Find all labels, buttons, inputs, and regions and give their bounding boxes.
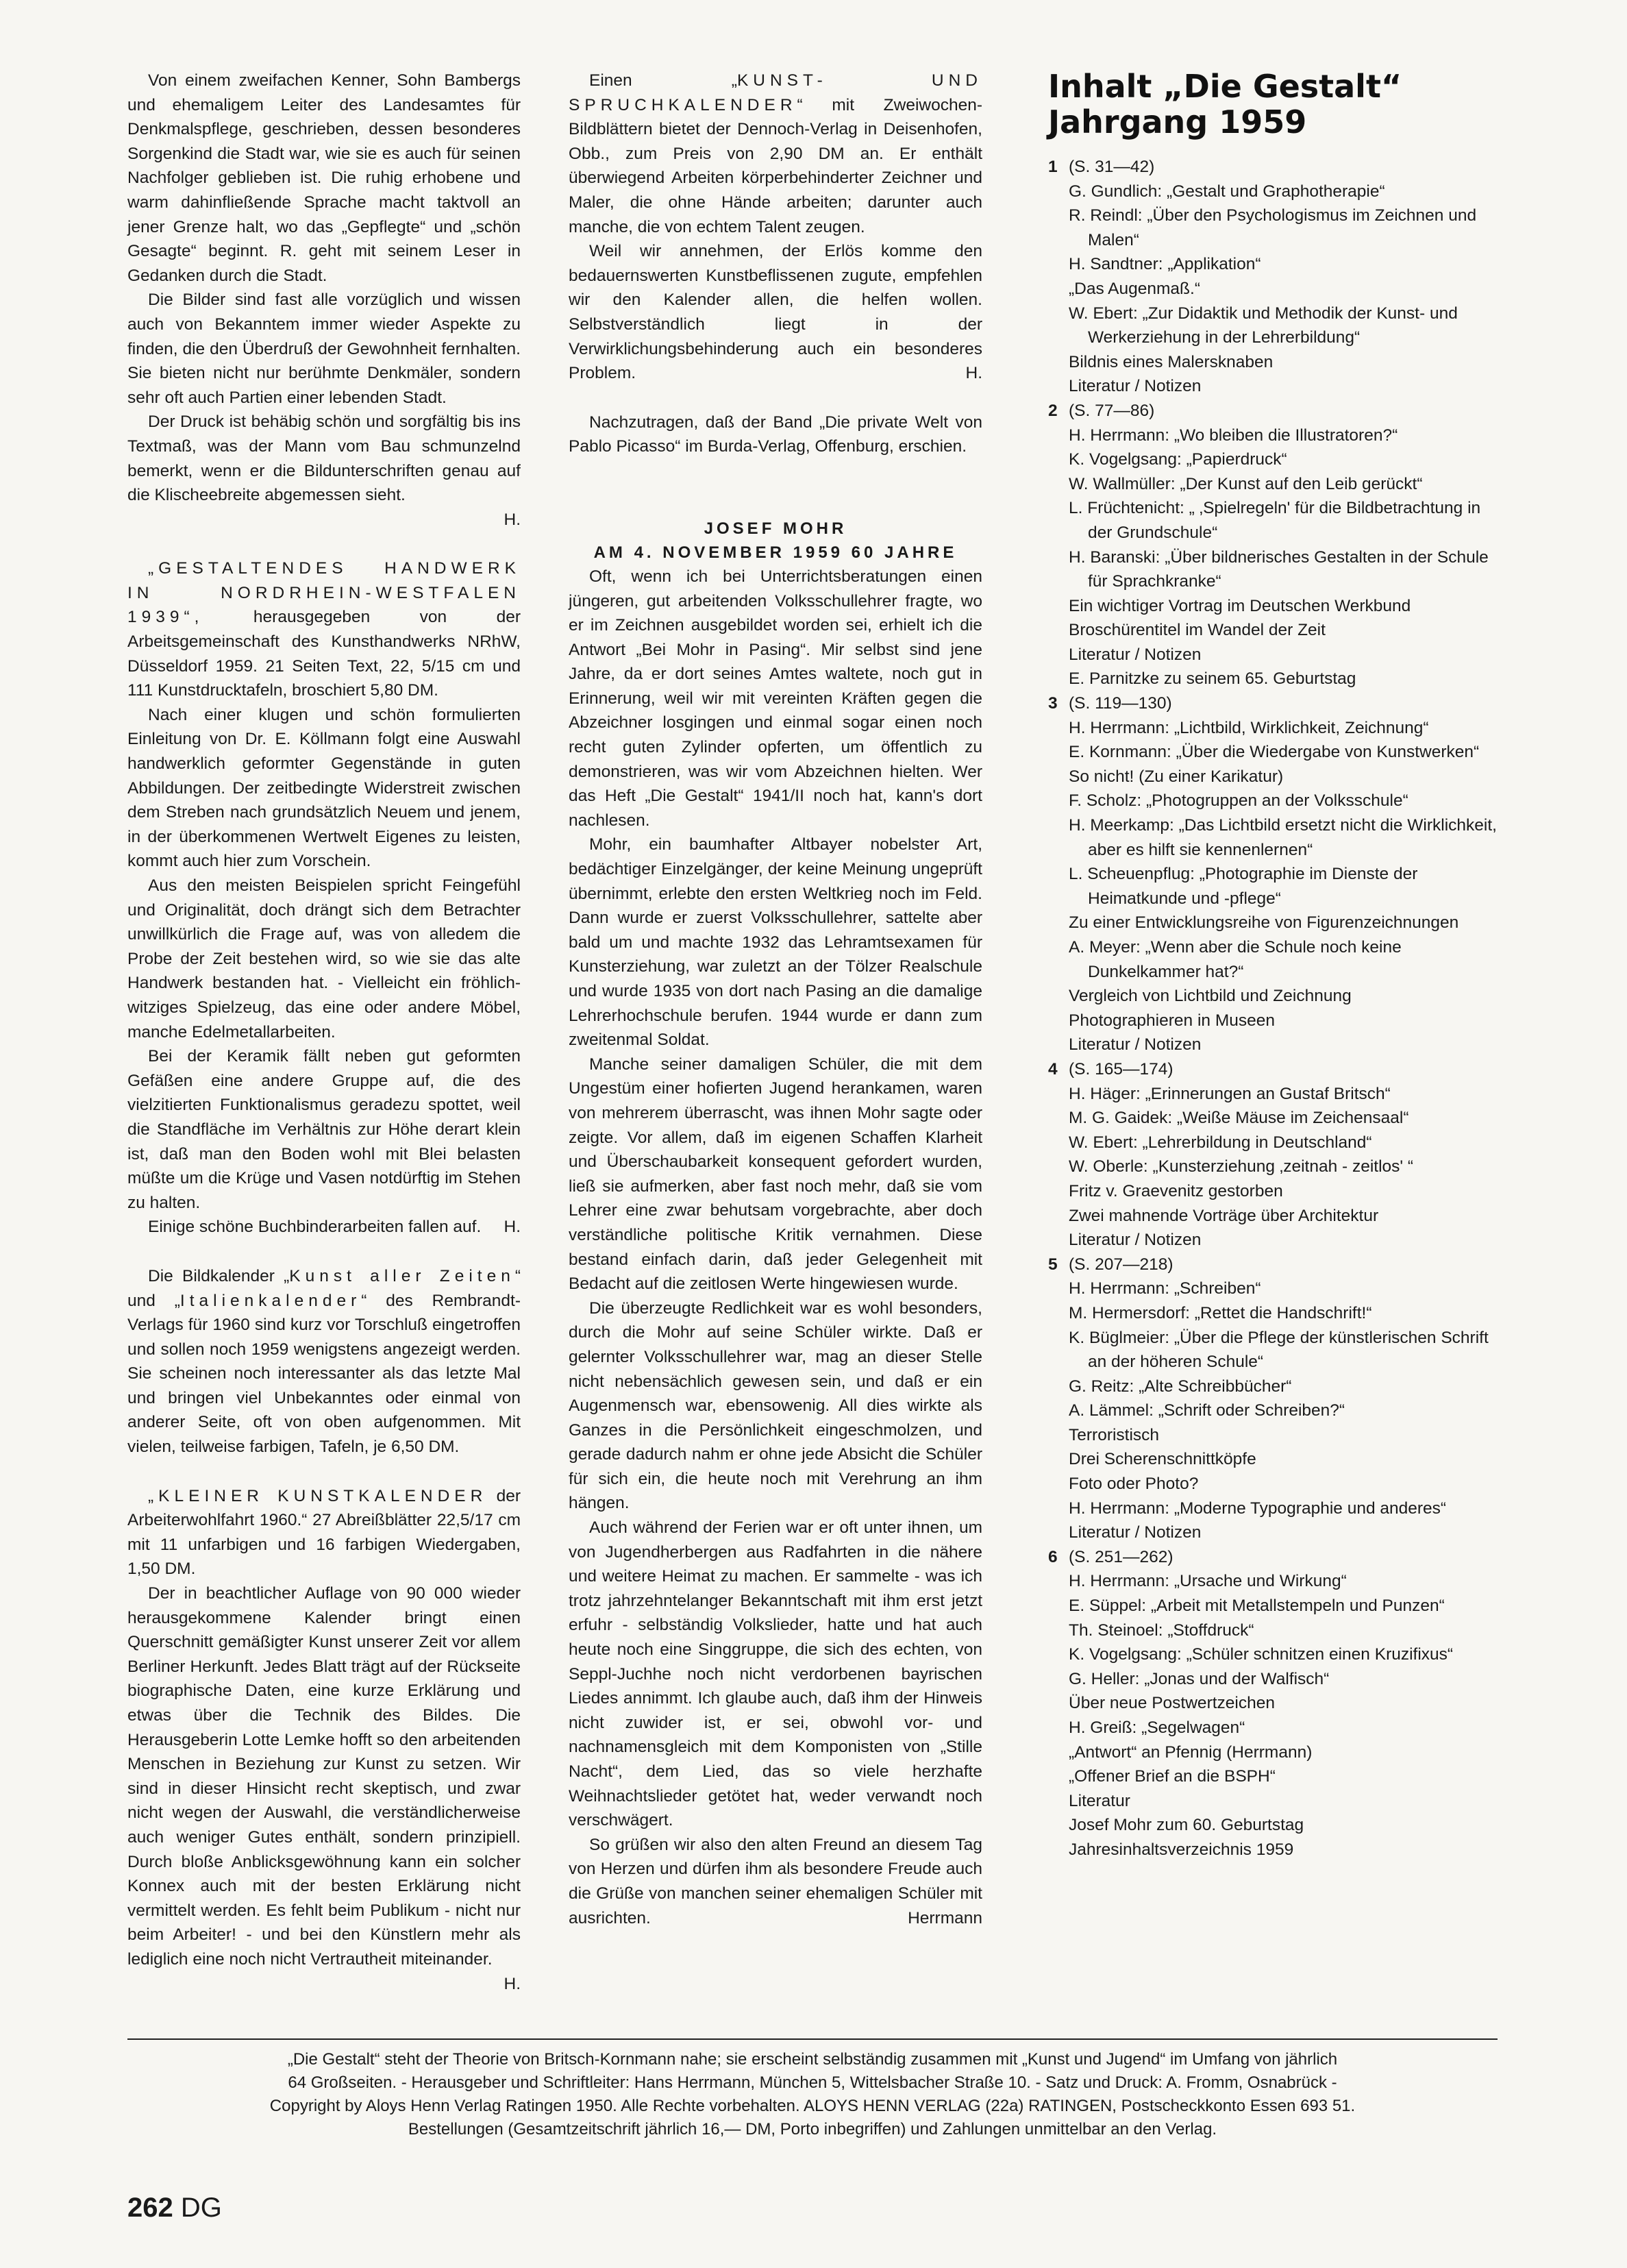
- signature-h: H.: [504, 1974, 521, 1993]
- toc-entry: H. Herrmann: „Moderne Typographie und anderes“: [1069, 1499, 1447, 1518]
- toc-entry: Literatur / Notizen: [1069, 1035, 1202, 1055]
- imprint-line: „Die Gestalt“ steht der Theorie von Britsch-Kornmann nahe; sie erscheint selbständig zusammen mit „Kunst und Jugend“ im Umfang von jährlich: [287, 2050, 1338, 2069]
- review-handwerk-paragraph-2: Nach einer klugen und schön formulierten Einleitung von Dr. E. Köllmann folgt eine Auswahl handwerklich geformter Gegenstände in guten Abbildungen. Der zeitbedingte Widerstreit zwischen dem Streben nach grundsätzlich Neuem und jenem, in der überkommenen Wertwelt Eigenes zu leisten, kommt auch hier zum Vorschein.: [127, 705, 521, 871]
- table-of-contents: [1048, 69, 1508, 1862]
- toc-entry: W. Wallmüller: „Der Kunst auf den Leib gerückt“: [1069, 474, 1423, 493]
- toc-entry: So nicht! (Zu einer Karikatur): [1069, 767, 1284, 786]
- toc-entry: Literatur / Notizen: [1069, 377, 1202, 396]
- mohr-paragraph-3: Manche seiner damaligen Schüler, die mit dem Ungestüm einer hofierten Jugend herankamen, waren von mehrerem überrascht, was ihnen Mohr sagte oder zeigte. Vor allem, daß im eigenen Schaffen Klarheit und Überschaubarkeit konsequent gefordert wurden, ließ sie aufmerken, aber fast noch mehr, daß sie vom Lehrer eine zwar behutsam vorgebrachte, aber doch verständliche politische Kritik vernahmen. Diese bestand einfach darin, daß jeder Gelegenheit mit Bedacht auf die zeitlosen Werte hingewiesen wurde.: [569, 1055, 982, 1294]
- toc-entry: Literatur / Notizen: [1069, 1231, 1202, 1250]
- review-text: Der in beachtlicher Auflage von 90 000 wieder herausgekommene Kalender bringt einen Querschnitt gemäßigter Kunst unserer Zeit vor allem Berliner Herkunft. Jedes Blatt trägt auf der Rückseite biographische Daten, eine kurze Erklärung und etwas über die Technik des Bildes. Die Herausgeberin Lotte Lemke hofft so den arbeitenden Menschen in Beziehung zur Kunst zu setzen. Wir sind in dieser Hinsicht recht skeptisch, und zwar nicht wegen der Auswahl, die verständlicherweise auch weniger Gutes enthält, sondern prinzipiell. Durch bloße Anblicksgewöhnung kann ein solcher Konnex auch mit der besten Erklärung nicht vermittelt werden. Es fehlt beim Publikum - nicht nur beim Arbeiter! - und bei den Künstlern mehr als lediglich eine noch nicht Vertrautheit miteinander.: [127, 1584, 521, 1969]
- review-text: Einige schöne Buchbinderarbeiten fallen auf.: [148, 1218, 482, 1237]
- toc-entry: H. Häger: „Erinnerungen an Gustaf Britsch“: [1069, 1084, 1391, 1103]
- toc-entry: Ein wichtiger Vortrag im Deutschen Werkbund: [1069, 596, 1411, 615]
- toc-entry: H. Meerkamp: „Das Lichtbild ersetzt nicht die Wirklichkeit, aber es hilft sie kennenlernen“: [1069, 816, 1497, 859]
- toc-entry: K. Vogelgsang: „Papierdruck“: [1069, 450, 1287, 469]
- toc-issue-pages: (S. 119—130): [1069, 694, 1172, 713]
- toc-issue-pages: (S. 251—262): [1069, 1547, 1173, 1566]
- toc-entry: W. Ebert: „Zur Didaktik und Methodik der Kunst- und Werkerziehung in der Lehrerbildung“: [1069, 304, 1458, 347]
- journal-abbrev: DG: [180, 2193, 222, 2223]
- toc-entry: F. Scholz: „Photogruppen an der Volksschule“: [1069, 791, 1408, 811]
- review-kunstkalender-paragraph-2: [127, 1581, 521, 1996]
- toc-entry: Bildnis eines Malersknaben: [1069, 352, 1274, 371]
- toc-issue-pages: (S. 77—86): [1069, 401, 1155, 420]
- addendum-picasso: Nachzutragen, daß der Band „Die private Welt von Pablo Picasso“ im Burda-Verlag, Offenburg, erschien.: [569, 412, 982, 456]
- toc-issue-header: [1048, 399, 1508, 423]
- imprint-line: Bestellungen (Gesamtzeitschrift jährlich 16,— DM, Porto inbegriffen) und Zahlungen unmittelbar an den Verlag.: [408, 2120, 1217, 2138]
- toc-issue-pages: (S. 207—218): [1069, 1255, 1173, 1274]
- mohr-paragraph-2: Mohr, ein baumhafter Altbayer nobelster Art, bedächtiger Einzelgänger, der keine Meinung ungeprüft übernimmt, erlebte den ersten Weltkrieg noch im Feld. Dann wurde er zuerst Volksschullehrer, sattelte aber bald um und machte 1932 das Lehramtsexamen für Kunsterziehung, war zuletzt an der Tölzer Realschule und wurde 1935 von dort nach Pasing an die damalige Lehrerhochschule berufen. 1944 wurde er dann zum zweitenmal Soldat.: [569, 835, 982, 1050]
- toc-issue-header: [1048, 691, 1508, 716]
- imprint-line: 64 Großseiten. - Herausgeber und Schriftleiter: Hans Herrmann, München 5, Wittelsbacher Straße 10. - Satz und Druck: A. Fromm, Osnabrück -: [288, 2073, 1337, 2092]
- toc-title-line-2: Jahrgang 1959: [1048, 103, 1307, 140]
- toc-issue-pages: (S. 31—42): [1069, 158, 1155, 176]
- toc-entry: E. Süppel: „Arbeit mit Metallstempeln und Punzen“: [1069, 1597, 1445, 1616]
- toc-entry: Terroristisch: [1069, 1425, 1160, 1444]
- toc-entry: Jahresinhaltsverzeichnis 1959: [1069, 1840, 1294, 1859]
- review-text: Weil wir annehmen, der Erlös komme den bedauernswerten Kunstbeflissenen zugute, empfehlen wir den Kalender allen, die helfen wollen. Selbstverständlich liegt in der Verwirklichungsbehinderung auch ein besonderes Problem.: [569, 242, 982, 383]
- toc-entry: „Antwort“ an Pfennig (Herrmann): [1069, 1742, 1313, 1762]
- toc-entry: W. Oberle: „Kunsterziehung ‚zeitnah - zeitlos' “: [1069, 1157, 1414, 1176]
- toc-entry: H. Herrmann: „Wo bleiben die Illustratoren?“: [1069, 426, 1398, 445]
- toc-entry: Zu einer Entwicklungsreihe von Figurenzeichnungen: [1069, 913, 1459, 933]
- toc-entry: A. Meyer: „Wenn aber die Schule noch keine Dunkelkammer hat?“: [1069, 938, 1402, 981]
- toc-entry: A. Lämmel: „Schrift oder Schreiben?“: [1069, 1401, 1345, 1420]
- toc-entry: Literatur: [1069, 1791, 1130, 1810]
- signature-h: H.: [504, 510, 521, 529]
- toc-entry: Fritz v. Graevenitz gestorben: [1069, 1181, 1283, 1200]
- toc-entry: Literatur / Notizen: [1069, 645, 1202, 664]
- toc-issue-number: 1: [1048, 158, 1058, 176]
- toc-entry: Th. Steinoel: „Stoffdruck“: [1069, 1620, 1254, 1640]
- toc-title: [1048, 69, 1508, 140]
- toc-issue-number: 3: [1048, 694, 1058, 713]
- toc-issue-number: 5: [1048, 1255, 1058, 1274]
- column-left: [127, 69, 521, 1996]
- toc-issue-pages: (S. 165—174): [1069, 1059, 1173, 1078]
- toc-entry: Literatur / Notizen: [1069, 1523, 1202, 1542]
- review-bildkalender-paragraph: [127, 1264, 521, 1459]
- calendar-title-4: KUNST- UND SPRUCHKALENDER: [569, 71, 982, 114]
- toc-entry: K. Büglmeier: „Über die Pflege der künstlerischen Schrift an der höheren Schule“: [1069, 1328, 1489, 1372]
- toc-entry: Foto oder Photo?: [1069, 1475, 1199, 1494]
- toc-entry: L. Scheuenpflug: „Photographie im Dienste der Heimatkunde und -pflege“: [1069, 865, 1418, 908]
- toc-issue-number: 6: [1048, 1547, 1058, 1566]
- text-fragment: “ und „: [127, 1266, 521, 1310]
- calendar-title-2: Italienkalender: [179, 1291, 362, 1310]
- toc-entry: H. Herrmann: „Lichtbild, Wirklichkeit, Zeichnung“: [1069, 718, 1429, 737]
- calendar-title-3: „KLEINER KUNSTKALENDER: [148, 1486, 488, 1505]
- toc-entry: G. Heller: „Jonas und der Walfisch“: [1069, 1669, 1330, 1688]
- toc-issue-header: [1048, 1545, 1508, 1570]
- toc-entry: H. Sandtner: „Applikation“: [1069, 255, 1261, 274]
- review-kunstkalender-paragraph: [127, 1484, 521, 1581]
- mohr-paragraph-4: Die überzeugte Redlichkeit war es wohl besonders, durch die Mohr auf seine Schüler wirkte. Daß er gelernter Volksschullehrer war, mag an dieser Stelle nicht nebensächlich gewesen sein, und daß er ein Augenmensch war, ebensowenig. All dies wirkte als Ganzes in die Persönlichkeit eingeschmolzen, und gerade dadurch nahm er ohne jede Absicht die Schüler für sich ein, die heute noch mit Verehrung an ihm hängen.: [569, 1298, 982, 1513]
- calendar-details: der Arbeiterwohlfahrt 1960.“ 27 Abreißblätter 22,5/17 cm mit 11 unfarbigen und 16 farbigen Wiedergaben, 1,50 DM.: [127, 1486, 521, 1579]
- review-spruchkalender-paragraph: [569, 69, 982, 239]
- review-handwerk-paragraph-5: [127, 1215, 521, 1240]
- toc-entry: Broschürentitel im Wandel der Zeit: [1069, 621, 1326, 640]
- article-heading-date: AM 4. NOVEMBER 1959 60 JAHRE: [593, 543, 958, 562]
- mohr-paragraph-5: Auch während der Ferien war er oft unter ihnen, um von Jugendherbergen aus Radfahrten in die nähere und weitere Heimat zu machen. Er sammelte - was ich trotz jahrzehntelanger Bekanntschaft mit ihm erst jetzt erfuhr - selbständig Volkslieder, hatte und hat auch heute noch eine Singgruppe, die sich des echten, von Seppl-Juchhe noch nicht verdorbenen bayrischen Liedes annimmt. Ich glaube auch, daß ihm der Hinweis nicht zuwider ist, er sei, obwohl vor- und nachnamensgleich mit dem Komponisten von „Stille Nacht“, dem Lied, das so viele herzhafte Weihnachtslieder getötet hat, weder verwandt noch verschwägert.: [569, 1518, 982, 1830]
- signature-h: H.: [965, 364, 982, 383]
- article-heading-name: JOSEF MOHR: [704, 519, 847, 538]
- toc-entry: H. Herrmann: „Ursache und Wirkung“: [1069, 1572, 1347, 1591]
- toc-entry: H. Baranski: „Über bildnerisches Gestalten in der Schule für Sprachkranke“: [1069, 547, 1489, 591]
- toc-entry: „Das Augenmaß.“: [1069, 279, 1200, 298]
- imprint-line: Copyright by Aloys Henn Verlag Ratingen 1950. Alle Rechte vorbehalten. ALOYS HENN VERLAG (22a) RATINGEN, Postscheckkonto Essen 693 51.: [269, 2097, 1356, 2115]
- signature-h: H.: [504, 1218, 521, 1237]
- toc-entry: Drei Scherenschnittköpfe: [1069, 1450, 1256, 1469]
- toc-entry: R. Reindl: „Über den Psychologismus im Zeichnen und Malen“: [1069, 206, 1477, 249]
- review-bamberg-paragraph-2: Die Bilder sind fast alle vorzüglich und wissen auch von Bekanntem immer wieder Aspekte zu finden, die den Überdruß der Gewohnheit fernhalten. Sie bieten nicht nur berühmte Denkmäler, sondern sehr oft auch Partien einer lebenden Stadt.: [127, 291, 521, 407]
- toc-issue-list: [1048, 155, 1508, 1862]
- review-bamberg-paragraph-1: Von einem zweifachen Kenner, Sohn Bambergs und ehemaligem Leiter des Landesamtes für Denkmalspflege, geschrieben, dessen besonderes Sorgenkind die Stadt war, wie sie es auch für seinen Nachfolger geblieben ist. Die ruhig erhobene und warm dahinfließende Sprache macht taktvoll an jener Grenze halt, wo das „Gepflegte“ und „schön Gesagte“ beginnt. R. geht mit seinem Leser in Gedanken durch die Stadt.: [127, 71, 521, 285]
- page-number: [127, 2193, 222, 2223]
- toc-entry: H. Herrmann: „Schreiben“: [1069, 1279, 1261, 1298]
- review-handwerk-paragraph-3: Aus den meisten Beispielen spricht Feingefühl und Originalität, doch drängt sich dem Betrachter unwillkürlich die Frage auf, was von alledem die Probe der Zeit bestehen wird, so wie sie das alte Handwerk bestanden hat. - Vielleicht ein fröhlich-witziges Spielzeug, das eine oder andere Möbel, manche Edelmetallarbeiten.: [127, 876, 521, 1041]
- book-details: herausgegeben von der Arbeitsgemeinschaft des Kunsthandwerks NRhW, Düsseldorf 1959. 21 Seiten Text, 22, 5/15 cm und 111 Kunstdrucktafeln, broschiert 5,80 DM.: [127, 608, 521, 700]
- toc-issue-header: [1048, 1057, 1508, 1082]
- mohr-paragraph-6: [569, 1833, 982, 1930]
- mohr-closing-text: So grüßen wir also den alten Freund an diesem Tag von Herzen und dürfen ihm als besondere Freude auch die Grüße von manchen seiner ehemaligen Schüler mit ausrichten.: [569, 1835, 982, 1927]
- toc-entry: Zwei mahnende Vorträge über Architektur: [1069, 1206, 1379, 1225]
- calendar-title-1: Kunst aller Zeiten: [289, 1266, 515, 1285]
- review-spruchkalender-paragraph-2: [569, 239, 982, 386]
- text-fragment: Einen „: [589, 71, 737, 90]
- toc-entry: E. Parnitzke zu seinem 65. Geburtstag: [1069, 669, 1356, 689]
- book-title: „GESTALTENDES HANDWERK IN NORDRHEIN-WESTFALEN 1939“,: [127, 559, 521, 627]
- toc-issue-number: 2: [1048, 401, 1058, 420]
- text-fragment: “ mit Zweiwochen-Bildblättern bietet der Dennoch-Verlag in Deisenhofen, Obb., zum Preis von 2,90 DM an. Er enthält überwiegend Arbeiten körperbehinderter Zeichner und Maler, die ohne Hände arbeiten; darunter auch manche, die von echtem Talent zeugen.: [569, 95, 982, 236]
- toc-entry: „Offener Brief an die BSPH“: [1069, 1767, 1276, 1786]
- toc-title-line-1: Inhalt „Die Gestalt“: [1048, 68, 1402, 105]
- toc-entry: M. G. Gaidek: „Weiße Mäuse im Zeichensaal“: [1069, 1109, 1409, 1128]
- review-handwerk-paragraph-4: Bei der Keramik fällt neben gut geformten Gefäßen eine andere Gruppe auf, die des vielzitierten Funktionalismus geradezu spottet, weil die Standfläche im Verhältnis zur Höhe derart klein ist, daß man den Boden wohl mit Blei belasten müßte um die Krüge und Vasen notdürftig im Stehen zu halten.: [127, 1047, 521, 1212]
- toc-issue-number: 4: [1048, 1059, 1058, 1078]
- toc-entry: G. Reitz: „Alte Schreibbücher“: [1069, 1377, 1292, 1396]
- toc-entry: H. Greiß: „Segelwagen“: [1069, 1718, 1245, 1737]
- mohr-paragraph-1: Oft, wenn ich bei Unterrichtsberatungen einen jüngeren, gut arbeitenden Volksschullehrer fragte, wo er im Zeichnen ausgebildet worden sei, erhielt ich die Antwort „Bei Mohr in Pasing“. Mir selbst sind jene Jahre, da er dort seines Amtes waltete, noch gut in Erinnerung, weil wir mit vereinten Kräften gegen die Abzeichner losgingen und einmal sogar einen noch recht guten Zylinder opferten, um öffentlich zu demonstrieren, was wir vom Abzeichnen hielten. Wer das Heft „Die Gestalt“ 1941/II noch hat, kann's dort nachlesen.: [569, 567, 982, 830]
- toc-entry: W. Ebert: „Lehrerbildung in Deutschland“: [1069, 1133, 1372, 1152]
- signature-herrmann: Herrmann: [908, 1908, 982, 1927]
- toc-entry: Über neue Postwertzeichen: [1069, 1694, 1275, 1713]
- toc-entry: L. Früchtenicht: „ ‚Spielregeln' für die Bildbetrachtung in der Grundschule“: [1069, 499, 1481, 542]
- toc-entry: E. Kornmann: „Über die Wiedergabe von Kunstwerken“: [1069, 743, 1480, 762]
- toc-issue-header: [1048, 1253, 1508, 1277]
- toc-issue-header: [1048, 155, 1508, 180]
- toc-entry: Josef Mohr zum 60. Geburtstag: [1069, 1816, 1304, 1835]
- toc-entry: K. Vogelgsang: „Schüler schnitzen einen Kruzifixus“: [1069, 1645, 1454, 1664]
- review-bamberg-paragraph-3: [127, 410, 521, 532]
- review-handwerk-paragraph: [127, 556, 521, 703]
- toc-entry: Photographieren in Museen: [1069, 1011, 1276, 1030]
- imprint-footer: [127, 2038, 1498, 2141]
- toc-entry: G. Gundlich: „Gestalt und Graphotherapie“: [1069, 182, 1385, 201]
- text-fragment: “ des Rembrandt-Verlags für 1960 sind kurz vor Torschluß eingetroffen und sollen noch 1959 wenigstens angezeigt werden. Sie scheinen noch interessanter als das letzte Mal und bringen viel Unbekanntes oder einmal von anderer Seite, oft von oben aufgenommen. Mit vielen, teilweise farbigen, Tafeln, je 6,50 DM.: [127, 1291, 521, 1457]
- column-middle: [569, 69, 982, 1930]
- toc-entry: M. Hermersdorf: „Rettet die Handschrift!“: [1069, 1303, 1372, 1322]
- review-bamberg-text: Der Druck ist behäbig schön und sorgfältig bis ins Textmaß, was der Mann vom Bau schmunzelnd bemerkt, wenn er die Bildunterschriften genau auf die Klischeebreite abgemessen sieht.: [127, 412, 521, 505]
- text-fragment: Die Bildkalender „: [148, 1266, 290, 1285]
- toc-entry: Vergleich von Lichtbild und Zeichnung: [1069, 987, 1352, 1006]
- page-number-value: 262: [127, 2193, 173, 2223]
